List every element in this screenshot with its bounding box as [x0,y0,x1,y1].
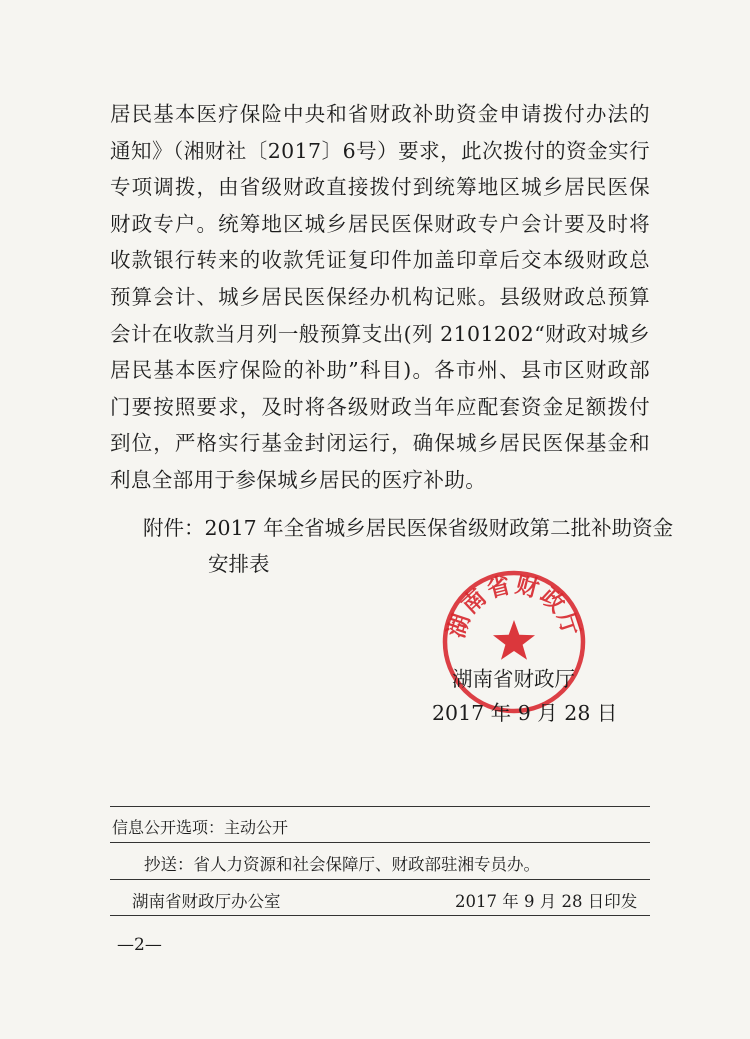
divider [110,842,650,843]
divider [110,879,650,880]
cc-line: 抄送：省人力资源和社会保障厅、财政部驻湘专员办。 [144,855,540,874]
divider [110,806,650,807]
printing-office: 湖南省财政厅办公室 [132,892,281,911]
divider [110,915,650,916]
issue-date: 2017 年 9 月 28 日 [432,701,618,725]
seal-text: 湖南省财政厅 [443,572,585,642]
issuer-name: 湖南省财政厅 [452,667,575,691]
seal-star-icon [493,620,535,660]
official-seal [440,568,588,716]
attachment-line: 附件：2017 年全省城乡居民医保省级财政第二批补助资金 [143,516,674,540]
info-public-option: 信息公开选项：主动公开 [112,818,289,837]
attachment-line-continued: 安排表 [208,552,270,576]
print-date: 2017 年 9 月 28 日印发 [455,892,638,911]
body-paragraph: 居民基本医疗保险中央和省财政补助资金申请拨付办法的通知》（湘财社〔2017〕6号）要求，此次拨付的资金实行专项调拨，由省级财政直接拨付到统筹地区城乡居民医保财政专户。统筹地区城乡居民医保财政专户会计要及时将收款银行转来的收款凭证复印件加盖印章后交本级财政总预算会计、城乡居民医保经办机构记账。县级财政总预算会计在收款当月列一般预算支出(列 2101202“财政对城乡居民基本医疗保险的补助”科目)。各市州、县市区财政部门要按照要求，及时将各级财政当年应配套资金足额拨付到位，严格实行基金封闭运行，确保城乡居民医保基金和利息全部用于参保城乡居民的医疗补助。 [110,102,650,492]
page-number: —2— [117,935,162,955]
